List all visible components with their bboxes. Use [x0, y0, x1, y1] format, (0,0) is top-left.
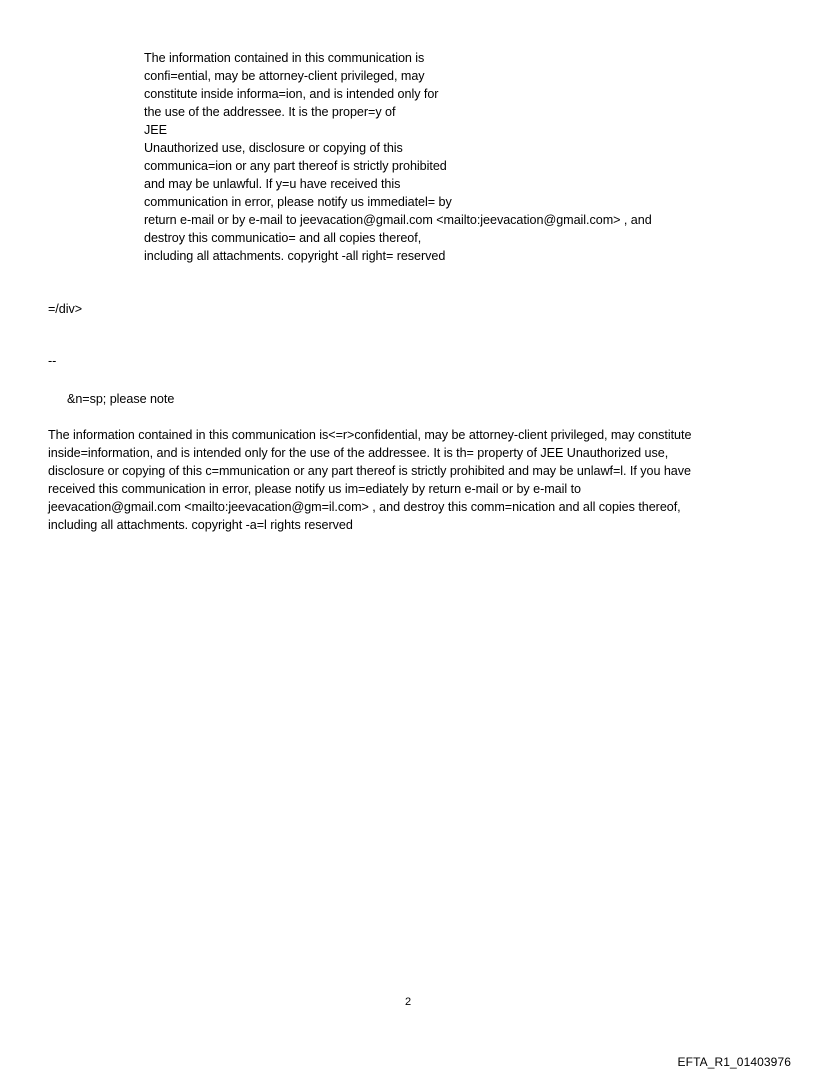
page-number: 2: [404, 996, 412, 1008]
indented-line: confi=ential, may be attorney-client privileged, may: [144, 69, 425, 83]
div-close-text: =/div>: [48, 302, 83, 316]
flush-line: including all attachments. copyright -a=l rights reserved: [48, 518, 353, 532]
signature-separator: --: [48, 354, 57, 368]
indented-line: The information contained in this communication is: [144, 51, 425, 65]
flush-line: inside=information, and is intended only for the use of the addressee. It is th= property of JEE Unauthorized use,: [48, 446, 669, 460]
flush-line: The information contained in this communication is<=r>confidential, may be attorney-client privileged, may constitute: [48, 428, 692, 442]
indented-line: return e-mail or by e-mail to jeevacation@gmail.com <mailto:jeevacation@gmail.com> , and: [144, 213, 652, 227]
indented-line: Unauthorized use, disclosure or copying of this: [144, 141, 403, 155]
indented-line: and may be unlawful. If y=u have received this: [144, 177, 401, 191]
flush-line: jeevacation@gmail.com <mailto:jeevacation@gm=il.com> , and destroy this comm=nication and all copies thereof,: [48, 500, 681, 514]
document-id: EFTA_R1_01403976: [677, 1055, 791, 1069]
indented-line: constitute inside informa=ion, and is intended only for: [144, 87, 439, 101]
indented-line: JEE: [144, 123, 167, 137]
indented-line: communica=ion or any part thereof is strictly prohibited: [144, 159, 447, 173]
indented-line: communication in error, please notify us immediatel= by: [144, 195, 452, 209]
flush-line: disclosure or copying of this c=mmunication or any part thereof is strictly prohibited and may be unlawf=l. If you have: [48, 464, 691, 478]
flush-line: received this communication in error, please notify us im=ediately by return e-mail or by e-mail to: [48, 482, 581, 496]
indented-line: the use of the addressee. It is the proper=y of: [144, 105, 396, 119]
indented-line: including all attachments. copyright -all right= reserved: [144, 249, 446, 263]
please-note-line: &n=sp; please note: [67, 392, 175, 406]
indented-line: destroy this communicatio= and all copies thereof,: [144, 231, 422, 245]
